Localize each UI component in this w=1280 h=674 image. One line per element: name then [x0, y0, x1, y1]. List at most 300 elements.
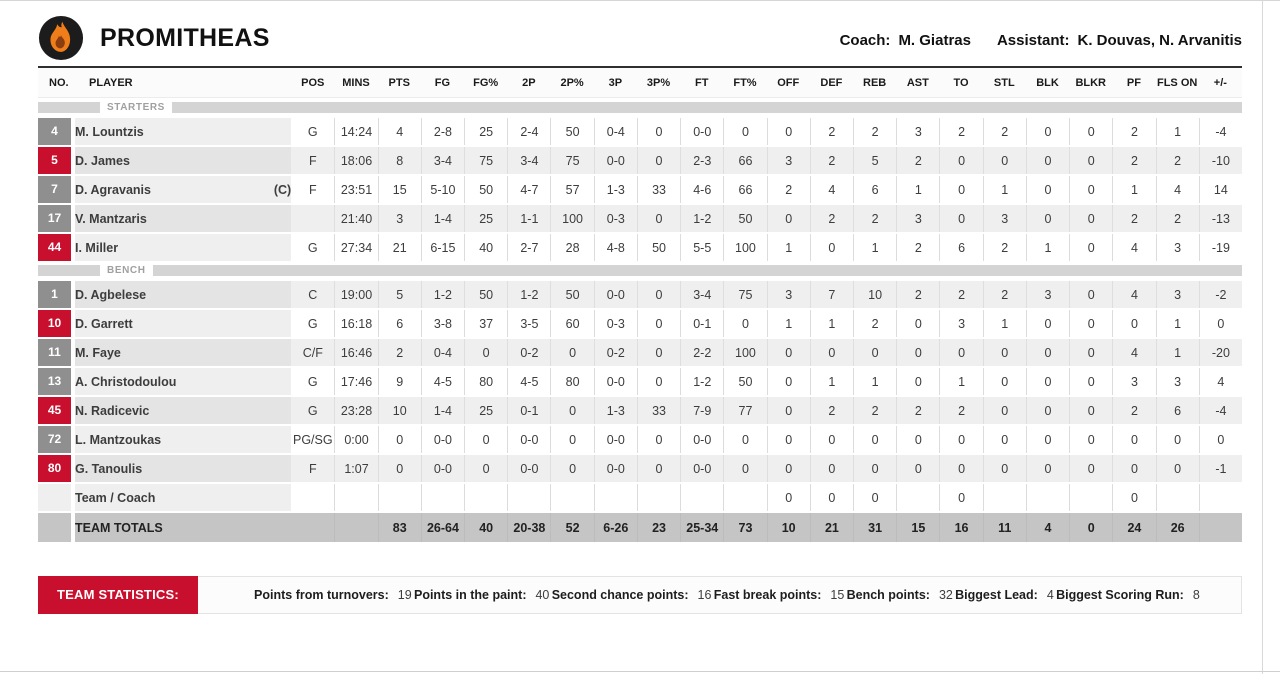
stat-cell: 0 [896, 426, 939, 453]
player-number-cell [38, 513, 75, 542]
stat-cell: 80 [464, 368, 507, 395]
player-row [38, 484, 1242, 511]
column-header: FG% [464, 66, 507, 98]
stat-cell: 1 [853, 234, 896, 261]
player-number-badge: 11 [38, 339, 71, 366]
stat-cell: 0 [896, 368, 939, 395]
stat-cell: 4 [1112, 281, 1155, 308]
stat-cell: 3 [767, 281, 810, 308]
player-number-cell [38, 484, 75, 511]
stat-cell: 0 [1069, 281, 1112, 308]
stat-cell: F [291, 147, 334, 174]
stat-cell: 0 [767, 426, 810, 453]
stat-cell: G [291, 310, 334, 337]
stat-cell: 0 [767, 397, 810, 424]
column-header: PTS [378, 66, 421, 98]
player-name: L. Mantzoukas [75, 432, 162, 447]
stat-cell: 0 [723, 455, 766, 482]
team-stat-item [1056, 588, 1200, 602]
stat-cell [1199, 484, 1242, 511]
stat-cell: 6 [853, 176, 896, 203]
assistant-names: K. Douvas, N. Arvanitis [1077, 31, 1242, 49]
column-header: TO [939, 66, 982, 98]
stat-cell: 0-1 [680, 310, 723, 337]
stat-cell: 3 [1156, 281, 1199, 308]
stat-cell: 0 [637, 310, 680, 337]
player-number-cell [38, 455, 75, 482]
player-number-cell [38, 397, 75, 424]
stat-cell: 0 [550, 455, 593, 482]
stat-cell: 0 [637, 368, 680, 395]
stat-cell: 0 [1026, 426, 1069, 453]
stat-cell: C/F [291, 339, 334, 366]
player-number-badge: 80 [38, 455, 71, 482]
stat-cell [421, 484, 464, 511]
stat-cell: 3 [896, 205, 939, 232]
stat-cell: 11 [983, 513, 1026, 542]
stat-cell: 0 [939, 484, 982, 511]
stat-cell: 66 [723, 147, 766, 174]
player-number-cell [38, 281, 75, 308]
stat-cell: 0 [853, 484, 896, 511]
player-name: M. Faye [75, 345, 121, 360]
player-row [38, 368, 1242, 395]
stat-cell: 19:00 [334, 281, 377, 308]
player-name: D. Garrett [75, 316, 133, 331]
stat-cell: 0-2 [594, 339, 637, 366]
stat-cell: 3-4 [507, 147, 550, 174]
team-logo-icon [38, 15, 84, 61]
player-name-cell [75, 205, 291, 232]
section-strip-block [38, 102, 100, 113]
stat-cell: 7-9 [680, 397, 723, 424]
stat-cell: 14 [1199, 176, 1242, 203]
stat-cell: 0 [723, 118, 766, 145]
stat-cell: 1 [767, 310, 810, 337]
stat-cell: 0-4 [421, 339, 464, 366]
stat-cell [1156, 484, 1199, 511]
stat-cell: 3 [1026, 281, 1069, 308]
stat-cell: 2-3 [680, 147, 723, 174]
stat-cell: 1 [853, 368, 896, 395]
stat-cell: 2 [1156, 205, 1199, 232]
stat-cell: 2 [939, 281, 982, 308]
stat-cell: 0 [810, 426, 853, 453]
stat-cell: 6-15 [421, 234, 464, 261]
stat-cell: 0 [1156, 426, 1199, 453]
team-stat-label: Biggest Scoring Run: [1056, 588, 1184, 602]
player-name-wrap [75, 288, 291, 302]
stat-cell: 7 [810, 281, 853, 308]
stat-cell: 3 [1156, 368, 1199, 395]
stat-cell: 4-7 [507, 176, 550, 203]
stat-cell: 10 [767, 513, 810, 542]
stat-cell: 0 [983, 455, 1026, 482]
stat-cell: -2 [1199, 281, 1242, 308]
stat-cell: 0 [1026, 176, 1069, 203]
stat-cell: 0-0 [680, 455, 723, 482]
stat-cell: 3 [767, 147, 810, 174]
stat-cell: 0 [1112, 455, 1155, 482]
stat-cell: G [291, 118, 334, 145]
column-header-row [38, 66, 1242, 98]
stat-cell: 0 [1026, 118, 1069, 145]
stat-cell: 0-1 [507, 397, 550, 424]
player-name: D. Agravanis [75, 182, 151, 197]
stat-cell: 0 [767, 205, 810, 232]
stat-cell [1069, 484, 1112, 511]
stat-cell: 5-5 [680, 234, 723, 261]
team-stat-item [552, 588, 712, 602]
stat-cell [507, 484, 550, 511]
team-stat-label: Bench points: [846, 588, 930, 602]
stat-cell: 4 [1199, 368, 1242, 395]
stat-cell [1026, 484, 1069, 511]
stat-cell: 83 [378, 513, 421, 542]
stat-cell: 0 [1026, 455, 1069, 482]
player-number-cell [38, 310, 75, 337]
stat-cell: 50 [550, 281, 593, 308]
stat-cell: 0 [1026, 339, 1069, 366]
stat-cell: G [291, 368, 334, 395]
player-number-cell [38, 368, 75, 395]
stat-cell: 25-34 [680, 513, 723, 542]
stat-cell [680, 484, 723, 511]
stat-cell: 75 [550, 147, 593, 174]
player-name: N. Radicevic [75, 403, 150, 418]
stat-cell: 40 [464, 513, 507, 542]
stat-cell: 33 [637, 397, 680, 424]
stat-cell: 0-3 [594, 310, 637, 337]
stat-cell: -1 [1199, 455, 1242, 482]
stat-cell: 0-0 [594, 455, 637, 482]
player-number-cell [38, 205, 75, 232]
stat-cell: 2-2 [680, 339, 723, 366]
column-header: POS [291, 66, 334, 98]
stat-cell: 0 [1069, 397, 1112, 424]
stat-cell [983, 484, 1026, 511]
stat-cell: 4-6 [680, 176, 723, 203]
column-header: FT% [723, 66, 766, 98]
stat-cell: 0 [1069, 368, 1112, 395]
player-name-cell [75, 147, 291, 174]
player-row [38, 310, 1242, 337]
team-header [38, 14, 1242, 62]
stat-cell [464, 484, 507, 511]
player-row [38, 118, 1242, 145]
stat-cell: 0 [723, 426, 766, 453]
player-name: I. Miller [75, 240, 119, 255]
column-header: FG [421, 66, 464, 98]
stat-cell: 60 [550, 310, 593, 337]
player-number-cell [38, 176, 75, 203]
stat-cell: 3 [378, 205, 421, 232]
coach-label: Coach: [839, 31, 891, 49]
stat-cell: -19 [1199, 234, 1242, 261]
stat-cell: C [291, 281, 334, 308]
stat-cell: 1 [1156, 339, 1199, 366]
stat-cell: 1 [983, 176, 1026, 203]
stat-cell [550, 484, 593, 511]
team-name: PROMITHEAS [100, 23, 270, 52]
stat-cell: 24 [1112, 513, 1155, 542]
stat-cell: 2-4 [507, 118, 550, 145]
stat-cell: 1 [810, 368, 853, 395]
team-stat-value: 15 [830, 588, 845, 602]
team-statistics-items [198, 588, 1241, 602]
stat-cell: 3-8 [421, 310, 464, 337]
player-name-cell [75, 397, 291, 424]
section-strip-block [38, 265, 100, 276]
stat-cell: 0 [939, 176, 982, 203]
stat-cell: 3 [896, 118, 939, 145]
stat-cell: 0 [1026, 397, 1069, 424]
player-row [38, 339, 1242, 366]
stat-cell: 0 [810, 455, 853, 482]
stat-cell: 1 [810, 310, 853, 337]
stat-cell: 0 [1069, 176, 1112, 203]
stat-cell: 0 [637, 426, 680, 453]
window-edge-vertical [1262, 1, 1263, 674]
stat-cell: 28 [550, 234, 593, 261]
player-row [38, 397, 1242, 424]
team-stat-label: Second chance points: [551, 588, 689, 602]
player-name-wrap [75, 375, 291, 389]
player-name-cell [75, 176, 291, 203]
stat-cell [334, 513, 377, 542]
stat-cell: 3-5 [507, 310, 550, 337]
stat-cell: -10 [1199, 147, 1242, 174]
stat-cell: 2 [1112, 205, 1155, 232]
stat-cell: 0 [896, 310, 939, 337]
stat-cell [637, 484, 680, 511]
stat-cell: 4-5 [507, 368, 550, 395]
stat-cell: 0 [1026, 368, 1069, 395]
stat-cell: 0 [1069, 118, 1112, 145]
stat-cell: 6 [939, 234, 982, 261]
stat-cell: 75 [464, 147, 507, 174]
stat-cell: 27:34 [334, 234, 377, 261]
stat-cell: 0 [896, 455, 939, 482]
player-name: A. Christodoulou [75, 374, 177, 389]
stat-cell: 0 [1199, 426, 1242, 453]
stat-cell: 0 [983, 147, 1026, 174]
stat-cell: 0 [1026, 310, 1069, 337]
stat-cell: 1 [1156, 310, 1199, 337]
stat-cell: 0 [939, 455, 982, 482]
stat-cell: 0-2 [507, 339, 550, 366]
column-header: 2P% [550, 66, 593, 98]
coaches-line [840, 28, 1242, 49]
stat-cell: 2 [1112, 147, 1155, 174]
player-number-cell [38, 147, 75, 174]
stat-cell: 3 [1156, 234, 1199, 261]
player-name-wrap [75, 154, 291, 168]
stat-cell: G [291, 234, 334, 261]
player-name: M. Lountzis [75, 124, 144, 139]
stat-cell: 1 [767, 234, 810, 261]
column-header: 3P [594, 66, 637, 98]
team-stat-value: 8 [1192, 588, 1200, 602]
column-header: DEF [810, 66, 853, 98]
stat-cell: 0 [853, 426, 896, 453]
team-stat-label: Fast break points: [713, 588, 822, 602]
stat-cell: 9 [378, 368, 421, 395]
player-row [38, 234, 1242, 261]
player-name-wrap [75, 125, 291, 139]
stat-cell: 66 [723, 176, 766, 203]
stat-cell: 4 [1112, 339, 1155, 366]
player-name-cell [75, 484, 291, 511]
stat-cell: 0 [1199, 310, 1242, 337]
stat-cell: 0 [939, 147, 982, 174]
stat-cell [291, 205, 334, 232]
stat-cell: 2 [810, 397, 853, 424]
player-number-cell [38, 118, 75, 145]
stat-cell [334, 484, 377, 511]
team-stat-value: 32 [938, 588, 953, 602]
stat-cell: 14:24 [334, 118, 377, 145]
stat-cell: 1 [896, 176, 939, 203]
stat-cell: -20 [1199, 339, 1242, 366]
stat-cell: 4-5 [421, 368, 464, 395]
stat-cell: 0 [1026, 147, 1069, 174]
stat-cell: 1:07 [334, 455, 377, 482]
stat-cell [291, 513, 334, 542]
stat-cell: 0 [1069, 234, 1112, 261]
stat-cell: 2 [853, 397, 896, 424]
player-number-badge: 1 [38, 281, 71, 308]
stat-cell: 0 [1069, 205, 1112, 232]
stat-cell: 0-0 [680, 118, 723, 145]
stat-cell: 0-0 [594, 147, 637, 174]
stat-cell: 0 [983, 368, 1026, 395]
player-row [38, 205, 1242, 232]
player-number-badge: 7 [38, 176, 71, 203]
team-stat-value: 40 [535, 588, 550, 602]
stat-cell: 8 [378, 147, 421, 174]
stat-cell: 0 [810, 339, 853, 366]
stat-cell: 1-2 [680, 205, 723, 232]
player-name-wrap [75, 346, 291, 360]
player-number-badge: 10 [38, 310, 71, 337]
stat-cell: 73 [723, 513, 766, 542]
section-header-cell [38, 100, 1242, 116]
stat-cell: 26 [1156, 513, 1199, 542]
column-header: 2P [507, 66, 550, 98]
stat-cell: 10 [378, 397, 421, 424]
stat-cell: 50 [723, 205, 766, 232]
stat-cell [378, 484, 421, 511]
stat-cell: 10 [853, 281, 896, 308]
box-score-table [38, 64, 1242, 544]
stat-cell: 4 [1156, 176, 1199, 203]
stat-cell: 0-0 [594, 426, 637, 453]
stat-cell: 0 [983, 397, 1026, 424]
column-header: BLK [1026, 66, 1069, 98]
team-stat-value: 19 [397, 588, 412, 602]
stat-cell: 6 [378, 310, 421, 337]
stat-cell: 0-0 [594, 368, 637, 395]
team-stat-item [414, 588, 549, 602]
stat-cell: 6 [1156, 397, 1199, 424]
player-name: D. James [75, 153, 130, 168]
stat-cell: 3 [939, 310, 982, 337]
stat-cell: 0 [1069, 455, 1112, 482]
column-header: BLKR [1069, 66, 1112, 98]
stat-cell: 0 [723, 310, 766, 337]
stat-cell: 0-4 [594, 118, 637, 145]
team-stat-label: Biggest Lead: [955, 588, 1038, 602]
player-number-badge: 4 [38, 118, 71, 145]
team-statistics-bar [38, 576, 1242, 614]
stat-cell: 2 [378, 339, 421, 366]
stat-cell: 16 [939, 513, 982, 542]
stat-cell: 5-10 [421, 176, 464, 203]
stat-cell: 31 [853, 513, 896, 542]
stat-cell: 33 [637, 176, 680, 203]
stat-cell: F [291, 455, 334, 482]
team-stat-item [714, 588, 845, 602]
stat-cell: 50 [464, 281, 507, 308]
stat-cell: 0 [767, 455, 810, 482]
stat-cell: 0 [464, 339, 507, 366]
stat-cell: 25 [464, 205, 507, 232]
column-header: PLAYER [75, 66, 291, 98]
team-stat-value: 4 [1046, 588, 1054, 602]
stat-cell: 4 [1026, 513, 1069, 542]
stat-cell: 0-3 [594, 205, 637, 232]
stat-cell: 0 [550, 426, 593, 453]
stat-cell: 2 [810, 118, 853, 145]
stat-cell [896, 484, 939, 511]
player-name: V. Mantzaris [75, 211, 147, 226]
player-row [38, 281, 1242, 308]
stat-cell: 3 [983, 205, 1026, 232]
stat-cell: 2 [1112, 397, 1155, 424]
stat-cell: 0 [983, 426, 1026, 453]
stat-cell: 50 [723, 368, 766, 395]
player-name-cell [75, 426, 291, 453]
stat-cell: 2 [983, 281, 1026, 308]
player-name-cell [75, 234, 291, 261]
player-name-cell [75, 513, 291, 542]
window-edge-horizontal [0, 671, 1280, 672]
column-header: 3P% [637, 66, 680, 98]
stat-cell: 0 [939, 426, 982, 453]
player-name-cell [75, 455, 291, 482]
player-name: G. Tanoulis [75, 461, 143, 476]
column-header: FLS ON [1156, 66, 1199, 98]
stat-cell: 2-7 [507, 234, 550, 261]
stat-cell: 23 [637, 513, 680, 542]
stat-cell [1199, 513, 1242, 542]
stat-cell: 52 [550, 513, 593, 542]
stat-cell: 2 [853, 310, 896, 337]
team-stat-value: 16 [697, 588, 712, 602]
stat-cell: G [291, 397, 334, 424]
stat-cell: 2 [810, 205, 853, 232]
stat-cell [723, 484, 766, 511]
stat-cell: 2 [896, 397, 939, 424]
player-number-badge: 45 [38, 397, 71, 424]
section-label: STARTERS [107, 102, 165, 113]
stat-cell: 0 [1112, 426, 1155, 453]
stat-cell: 0 [378, 426, 421, 453]
column-header: MINS [334, 66, 377, 98]
stat-cell: 1 [1112, 176, 1155, 203]
stat-cell: 50 [464, 176, 507, 203]
